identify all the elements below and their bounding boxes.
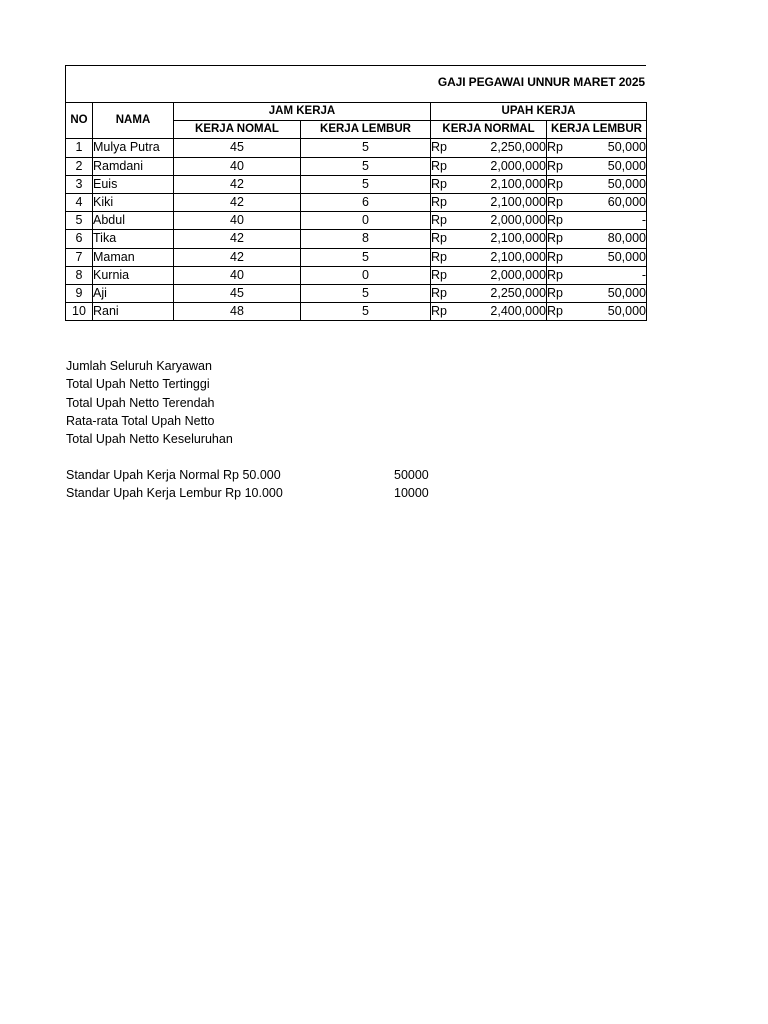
table-row bbox=[66, 193, 647, 211]
cell-kerja-lembur: 8 bbox=[301, 230, 431, 248]
header-jam-kerja: JAM KERJA bbox=[174, 103, 431, 121]
cell-upah-normal bbox=[431, 248, 547, 266]
cell-nama: Kiki bbox=[93, 193, 174, 211]
cell-upah-lembur bbox=[547, 303, 647, 321]
standard-lembur-row bbox=[66, 484, 466, 502]
cell-no: 6 bbox=[66, 230, 93, 248]
cell-upah-normal bbox=[431, 212, 547, 230]
cell-nama: Tika bbox=[93, 230, 174, 248]
summary-rata-rata: Rata-rata Total Upah Netto bbox=[66, 413, 215, 428]
amount-value: 2,100,000 bbox=[490, 176, 546, 191]
cell-no: 2 bbox=[66, 157, 93, 175]
currency-label: Rp bbox=[431, 304, 447, 319]
header-upah-kerja: UPAH KERJA bbox=[431, 103, 647, 121]
standard-normal-value: 50000 bbox=[394, 468, 429, 482]
summary-upah-tertinggi: Total Upah Netto Tertinggi bbox=[66, 377, 210, 392]
cell-kerja-normal: 48 bbox=[174, 303, 301, 321]
cell-nama: Rani bbox=[93, 303, 174, 321]
currency-label: Rp bbox=[547, 213, 563, 228]
cell-kerja-lembur: 5 bbox=[301, 303, 431, 321]
currency-label: Rp bbox=[431, 231, 447, 246]
cell-kerja-lembur: 6 bbox=[301, 193, 431, 211]
cell-upah-normal bbox=[431, 303, 547, 321]
table-row bbox=[66, 284, 647, 302]
header-jam-lembur: KERJA LEMBUR bbox=[301, 121, 431, 139]
cell-upah-normal bbox=[431, 139, 547, 157]
amount-value: 2,100,000 bbox=[490, 231, 546, 246]
cell-upah-lembur bbox=[547, 230, 647, 248]
cell-kerja-normal: 42 bbox=[174, 248, 301, 266]
cell-kerja-lembur: 5 bbox=[301, 175, 431, 193]
cell-kerja-normal: 45 bbox=[174, 284, 301, 302]
table-row bbox=[66, 248, 647, 266]
summary-block bbox=[66, 357, 233, 448]
cell-kerja-lembur: 0 bbox=[301, 266, 431, 284]
amount-value: 50,000 bbox=[607, 304, 646, 319]
currency-label: Rp bbox=[547, 158, 563, 173]
cell-upah-lembur bbox=[547, 284, 647, 302]
amount-value: 2,400,000 bbox=[490, 304, 546, 319]
salary-table bbox=[65, 102, 647, 321]
table-row bbox=[66, 266, 647, 284]
amount-value: 2,000,000 bbox=[490, 158, 546, 173]
standard-block bbox=[66, 466, 466, 503]
cell-kerja-normal: 42 bbox=[174, 193, 301, 211]
cell-upah-lembur bbox=[547, 212, 647, 230]
amount-value: 80,000 bbox=[607, 231, 646, 246]
currency-label: Rp bbox=[431, 140, 447, 155]
sheet-title: GAJI PEGAWAI UNNUR MARET 2025 bbox=[437, 75, 645, 89]
header-jam-normal: KERJA NOMAL bbox=[174, 121, 301, 139]
cell-no: 7 bbox=[66, 248, 93, 266]
cell-upah-lembur bbox=[547, 193, 647, 211]
currency-label: Rp bbox=[431, 176, 447, 191]
cell-upah-lembur bbox=[547, 157, 647, 175]
header-upah-normal: KERJA NORMAL bbox=[431, 121, 547, 139]
amount-value: 2,000,000 bbox=[490, 267, 546, 282]
standard-normal-row bbox=[66, 466, 466, 484]
summary-upah-terendah: Total Upah Netto Terendah bbox=[66, 395, 215, 410]
cell-nama: Mulya Putra bbox=[93, 139, 174, 157]
currency-label: Rp bbox=[547, 195, 563, 210]
cell-kerja-normal: 40 bbox=[174, 157, 301, 175]
table-row bbox=[66, 230, 647, 248]
cell-no: 8 bbox=[66, 266, 93, 284]
currency-label: Rp bbox=[547, 140, 563, 155]
cell-kerja-normal: 40 bbox=[174, 266, 301, 284]
currency-label: Rp bbox=[431, 158, 447, 173]
amount-value: - bbox=[641, 213, 646, 228]
cell-nama: Kurnia bbox=[93, 266, 174, 284]
cell-upah-lembur bbox=[547, 248, 647, 266]
cell-kerja-normal: 40 bbox=[174, 212, 301, 230]
cell-upah-lembur bbox=[547, 175, 647, 193]
table-row bbox=[66, 175, 647, 193]
summary-keseluruhan: Total Upah Netto Keseluruhan bbox=[66, 432, 233, 447]
cell-no: 5 bbox=[66, 212, 93, 230]
cell-no: 10 bbox=[66, 303, 93, 321]
table-row bbox=[66, 212, 647, 230]
cell-upah-normal bbox=[431, 157, 547, 175]
header-upah-lembur: KERJA LEMBUR bbox=[547, 121, 647, 139]
amount-value: 50,000 bbox=[607, 176, 646, 191]
amount-value: 50,000 bbox=[607, 249, 646, 264]
header-row-top bbox=[66, 103, 647, 121]
standard-lembur-label: Standar Upah Kerja Lembur Rp 10.000 bbox=[66, 486, 283, 501]
cell-kerja-lembur: 5 bbox=[301, 139, 431, 157]
cell-upah-lembur bbox=[547, 139, 647, 157]
cell-nama: Maman bbox=[93, 248, 174, 266]
currency-label: Rp bbox=[431, 267, 447, 282]
cell-upah-normal bbox=[431, 193, 547, 211]
cell-upah-normal bbox=[431, 284, 547, 302]
summary-jumlah-karyawan: Jumlah Seluruh Karyawan bbox=[66, 359, 212, 373]
cell-nama: Aji bbox=[93, 284, 174, 302]
currency-label: Rp bbox=[547, 304, 563, 319]
currency-label: Rp bbox=[431, 285, 447, 300]
cell-kerja-normal: 42 bbox=[174, 230, 301, 248]
amount-value: 2,100,000 bbox=[490, 195, 546, 210]
cell-nama: Abdul bbox=[93, 212, 174, 230]
cell-upah-lembur bbox=[547, 266, 647, 284]
amount-value: 60,000 bbox=[607, 195, 646, 210]
table-row bbox=[66, 157, 647, 175]
cell-kerja-lembur: 0 bbox=[301, 212, 431, 230]
currency-label: Rp bbox=[547, 176, 563, 191]
currency-label: Rp bbox=[431, 249, 447, 264]
cell-nama: Euis bbox=[93, 175, 174, 193]
table-row bbox=[66, 139, 647, 157]
cell-kerja-normal: 45 bbox=[174, 139, 301, 157]
cell-upah-normal bbox=[431, 266, 547, 284]
cell-kerja-lembur: 5 bbox=[301, 157, 431, 175]
currency-label: Rp bbox=[547, 285, 563, 300]
currency-label: Rp bbox=[547, 231, 563, 246]
standard-lembur-value: 10000 bbox=[394, 486, 429, 501]
header-no: NO bbox=[66, 103, 93, 139]
cell-no: 9 bbox=[66, 284, 93, 302]
amount-value: 2,000,000 bbox=[490, 213, 546, 228]
amount-value: - bbox=[641, 267, 646, 282]
amount-value: 2,250,000 bbox=[490, 140, 546, 155]
cell-no: 4 bbox=[66, 193, 93, 211]
table-body bbox=[66, 139, 647, 321]
currency-label: Rp bbox=[547, 267, 563, 282]
cell-nama: Ramdani bbox=[93, 157, 174, 175]
table-row bbox=[66, 303, 647, 321]
amount-value: 2,100,000 bbox=[490, 249, 546, 264]
cell-no: 3 bbox=[66, 175, 93, 193]
currency-label: Rp bbox=[431, 195, 447, 210]
amount-value: 2,250,000 bbox=[490, 285, 546, 300]
cell-no: 1 bbox=[66, 139, 93, 157]
cell-kerja-lembur: 5 bbox=[301, 284, 431, 302]
title-cell bbox=[65, 65, 646, 102]
cell-upah-normal bbox=[431, 230, 547, 248]
amount-value: 50,000 bbox=[607, 158, 646, 173]
amount-value: 50,000 bbox=[607, 285, 646, 300]
header-nama: NAMA bbox=[93, 103, 174, 139]
cell-kerja-lembur: 5 bbox=[301, 248, 431, 266]
standard-normal-label: Standar Upah Kerja Normal Rp 50.000 bbox=[66, 468, 281, 482]
currency-label: Rp bbox=[547, 249, 563, 264]
currency-label: Rp bbox=[431, 213, 447, 228]
cell-upah-normal bbox=[431, 175, 547, 193]
amount-value: 50,000 bbox=[607, 140, 646, 155]
cell-kerja-normal: 42 bbox=[174, 175, 301, 193]
